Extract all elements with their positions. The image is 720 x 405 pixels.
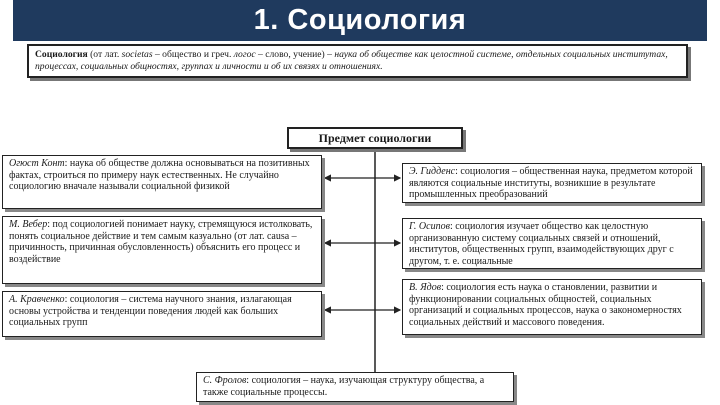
page-title: 1. Социология: [253, 4, 467, 36]
weber-text: : под социологией понимает науку, стремящуюся истолковать, понять социальное действие и тем самым казуально (от лат. causa – причинность, причинная обусловленность) объяснить его процесс и воздействие: [9, 219, 313, 265]
definition-part1: (от лат.: [87, 49, 122, 60]
osipov-author: Г. Осипов: [409, 221, 450, 232]
weber-author: М. Вебер: [9, 219, 48, 230]
definition-rest: наука об обществе как целостной системе, отдельных социальных институтах, процессах, социальных общностях, группах и личности и об их связях и отношениях.: [35, 49, 668, 72]
giddens-author: Э. Гидденс: [409, 166, 456, 177]
osipov-text: : социология изучает общество как целостную организованную систему социальных связей и отношений, институтов, общественных групп, взаимодействующих друг с другом, т. е. социальные: [409, 221, 674, 267]
kravchenko-box: [2, 291, 322, 337]
osipov-box: [402, 218, 702, 269]
giddens-box: [402, 163, 702, 203]
yadov-author: В. Ядов: [409, 282, 442, 293]
definition-term: Социология: [35, 49, 88, 60]
frolov-text: : социология – наука, изучающая структуру общества, а также социальные процессы.: [203, 375, 485, 398]
yadov-box: [402, 279, 702, 335]
definition-greek: логос: [233, 49, 256, 60]
frolov-author: С. Фролов: [203, 375, 247, 386]
definition-latin: societas: [121, 49, 153, 60]
frolov-box: [196, 372, 514, 402]
comte-box: [2, 155, 322, 209]
subject-of-sociology-box: Предмет социологии: [287, 127, 463, 149]
comte-author: Огюст Конт: [9, 158, 65, 169]
giddens-text: : социология – общественная наука, предметом которой являются социальные институты, возникшие в результате промышленных преобразований: [409, 166, 693, 201]
kravchenko-text: : социология – система научного знания, излагающая основы устройства и тенденции поведения людей как больших социальных групп: [9, 294, 292, 329]
weber-box: [2, 216, 322, 284]
definition-part2: – общество и греч.: [152, 49, 234, 60]
definition-part3: – слово, учение) –: [255, 49, 335, 60]
kravchenko-author: А. Кравченко: [9, 294, 65, 305]
comte-text: : наука об обществе должна основываться на позитивных фактах, строиться по примеру наук естественных. Не случайно социологию вначале называли социальной физикой: [9, 158, 310, 193]
yadov-text: : социология есть наука о становлении, развитии и функционировании социальных общностей, социальных организаций и социальных процессов, наука о закономерностях социальных действий и массового поведения.: [409, 282, 682, 328]
